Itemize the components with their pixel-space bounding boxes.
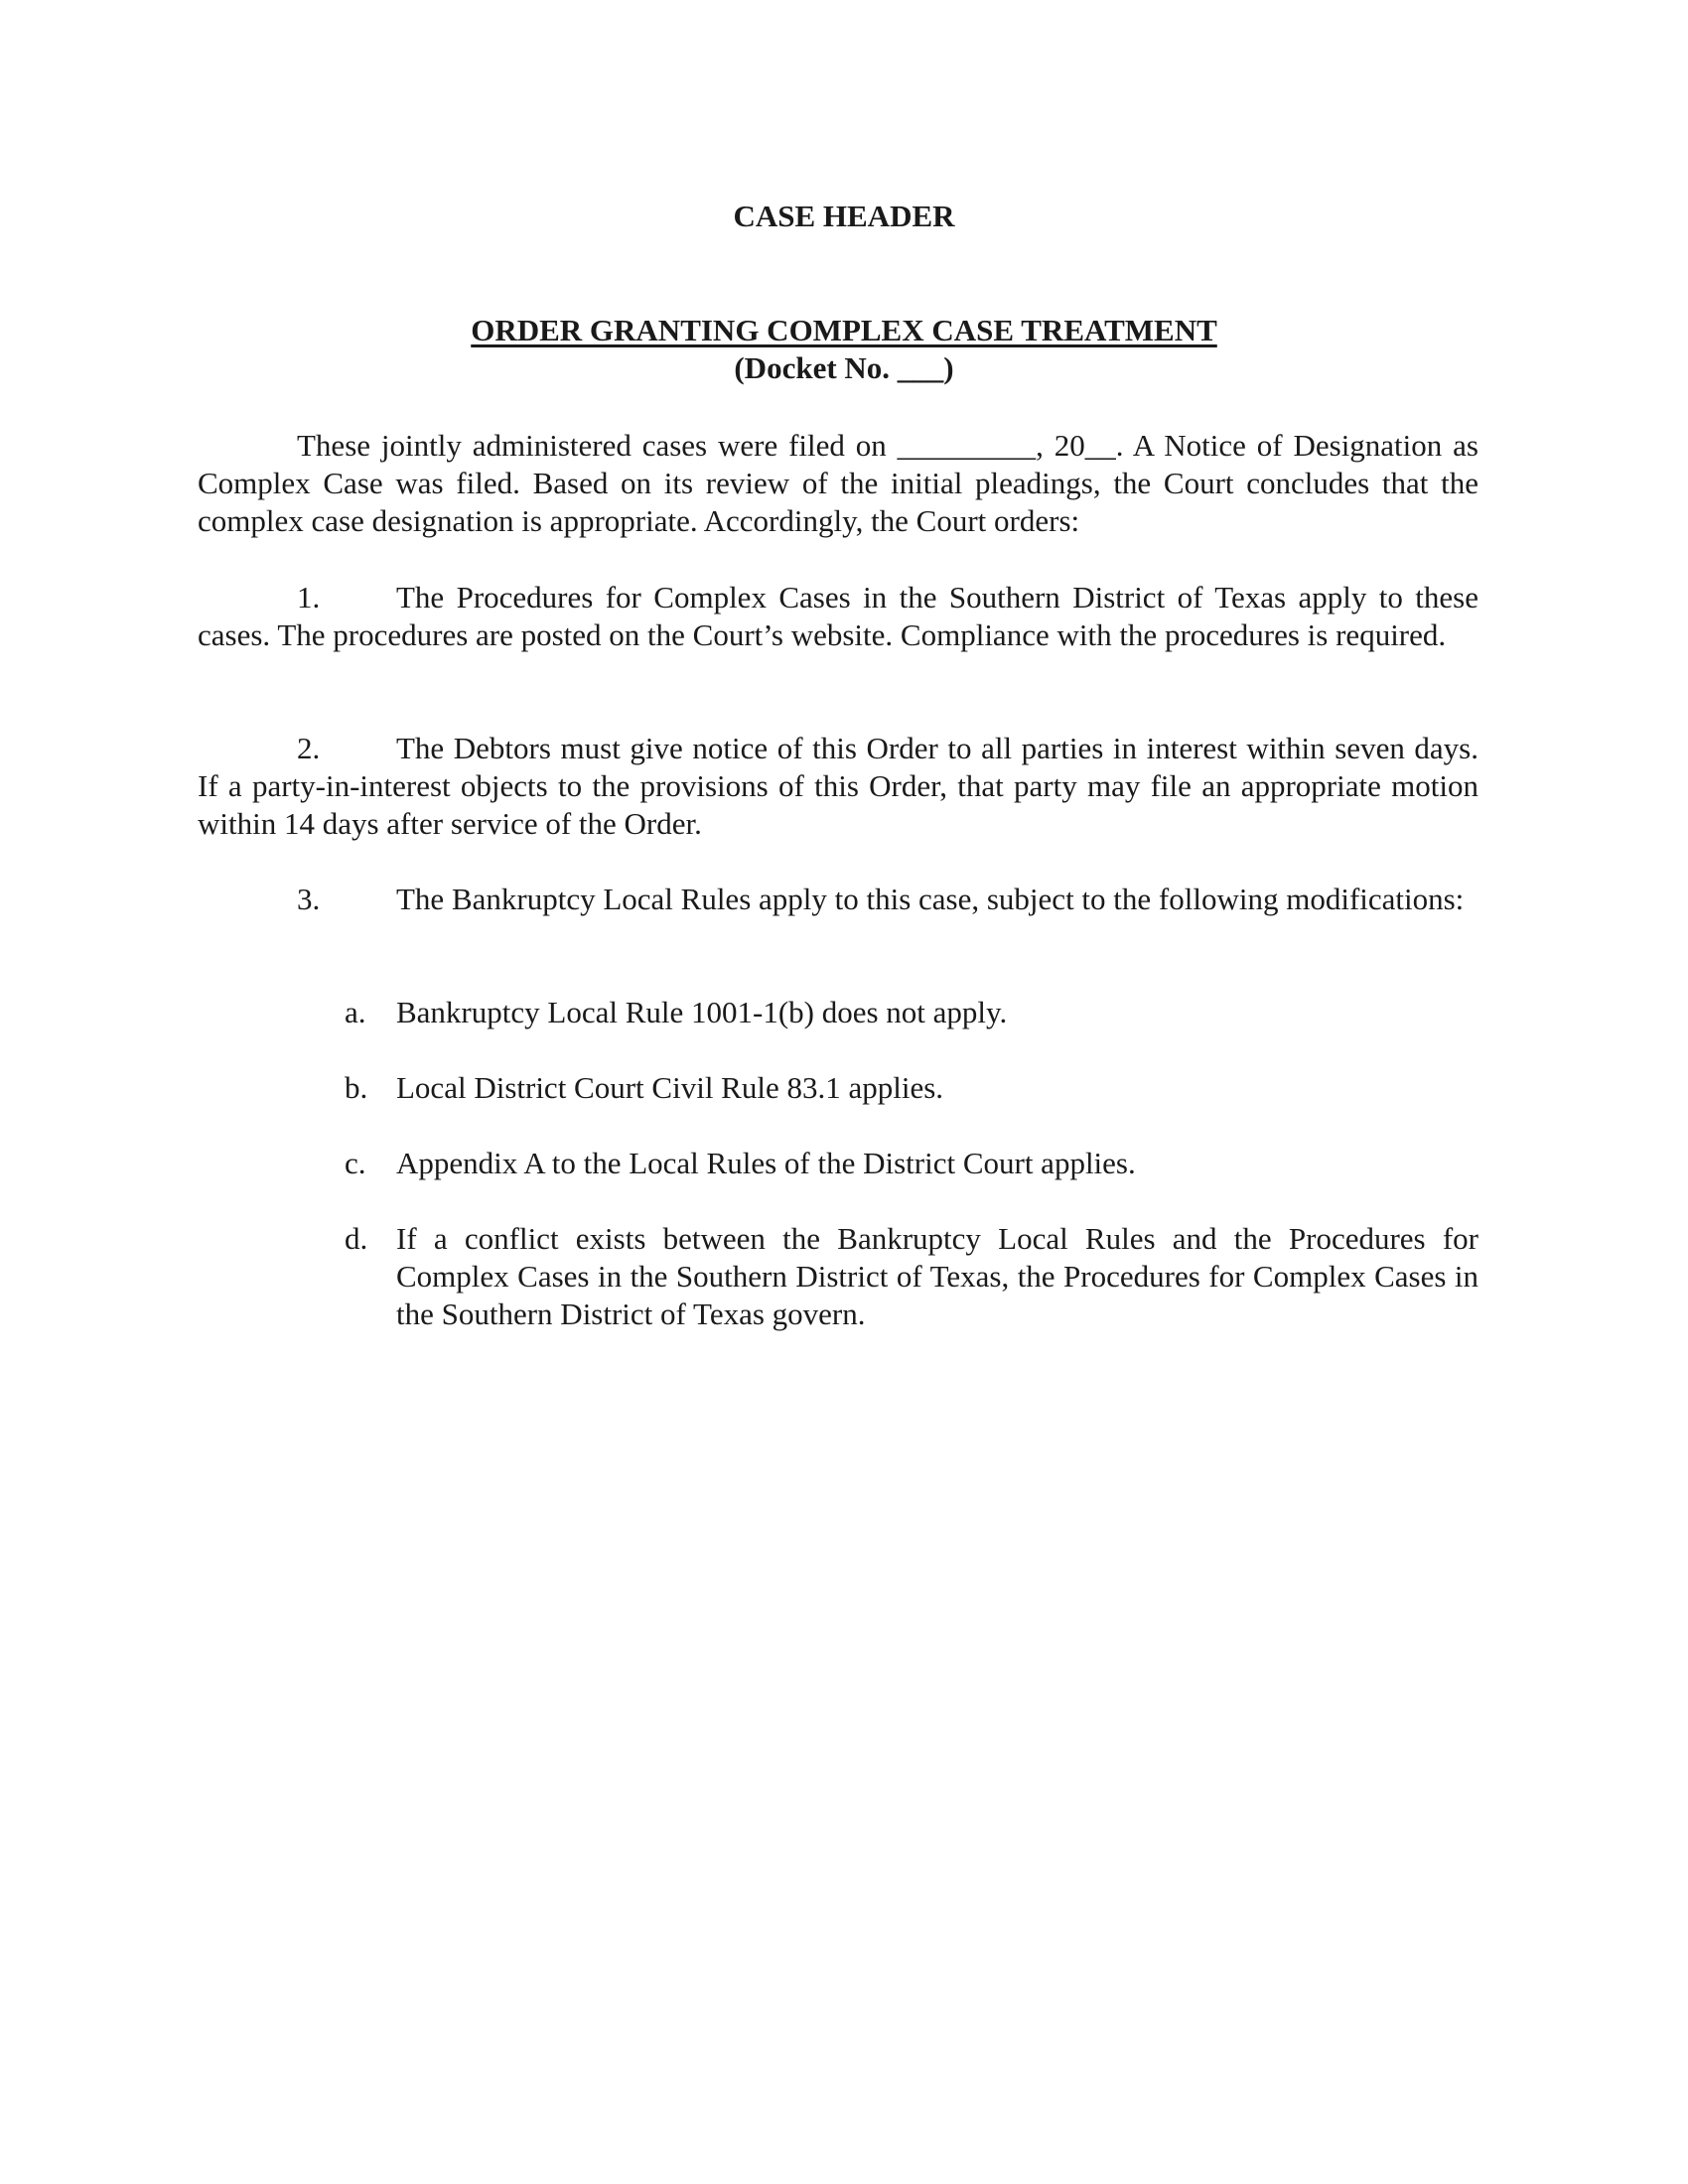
order-title-text: ORDER GRANTING COMPLEX CASE TREATMENT — [471, 313, 1217, 347]
order-title — [0, 312, 1688, 349]
numbered-paragraph-3 — [198, 881, 1478, 918]
sub-item-letter: c. — [345, 1146, 366, 1180]
numbered-paragraph-1 — [198, 579, 1478, 654]
paragraph-number: 1. — [297, 580, 321, 614]
docket-number: (Docket No. ___) — [734, 350, 954, 385]
sub-item-d — [345, 1220, 1478, 1333]
sub-item-letter: b. — [345, 1070, 368, 1105]
sub-item-letter: a. — [345, 995, 366, 1029]
sub-item-text: If a conflict exists between the Bankruptcy Local Rules and the Procedures for Complex Cases in the Southern District of Texas, the Procedures for Complex Cases in the Southern District of Texas govern. — [396, 1221, 1478, 1331]
paragraph-text: The Procedures for Complex Cases in the Southern District of Texas apply to these cases. The procedures are posted on the Court’s website. Compliance with the procedures is required. — [198, 580, 1478, 652]
case-header: CASE HEADER — [733, 199, 955, 233]
paragraph-number: 2. — [297, 731, 321, 765]
paragraph-text: The Debtors must give notice of this Order to all parties in interest within seven days. If a party-in-interest objects to the provisions of this Order, that party may file an appropriate motion within 14 days after service of the Order. — [198, 731, 1478, 841]
sub-item-text: Bankruptcy Local Rule 1001-1(b) does not apply. — [396, 995, 1008, 1029]
paragraph-number: 3. — [297, 882, 321, 916]
sub-item-c — [345, 1145, 1478, 1182]
sub-item-b — [345, 1069, 1478, 1107]
sub-item-text: Appendix A to the Local Rules of the District Court applies. — [396, 1146, 1136, 1180]
sub-item-a — [345, 994, 1478, 1031]
paragraph-text: The Bankruptcy Local Rules apply to this case, subject to the following modifications: — [396, 882, 1465, 916]
sub-item-text: Local District Court Civil Rule 83.1 applies. — [396, 1070, 944, 1105]
numbered-paragraph-2 — [198, 730, 1478, 843]
sub-item-letter: d. — [345, 1221, 368, 1256]
intro-paragraph: These jointly administered cases were filed on _________, 20__. A Notice of Designation as Complex Case was filed. Based on its review of the initial pleadings, the Court concludes that the complex case designation is appropriate. Accordingly, the Court orders: — [198, 428, 1478, 538]
